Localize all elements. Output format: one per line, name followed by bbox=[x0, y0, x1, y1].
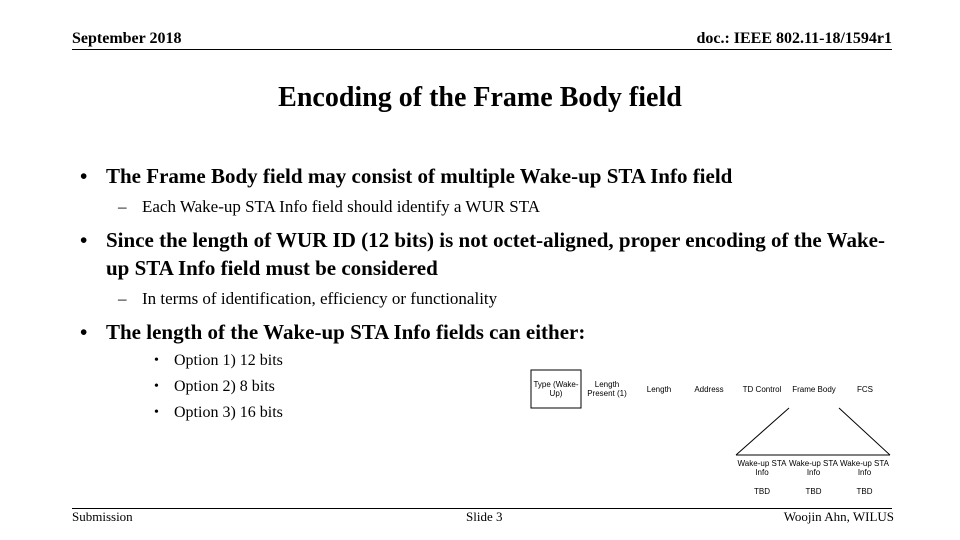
frame-field-type: Type (Wake-Up) bbox=[533, 380, 579, 398]
option-3-text: Option 3) 16 bits bbox=[174, 404, 283, 421]
option-1-text: Option 1) 12 bits bbox=[174, 352, 283, 369]
frame-field-length: Length bbox=[646, 384, 672, 394]
header-doc-id: doc.: IEEE 802.11-18/1594r1 bbox=[696, 30, 892, 47]
footer-author: Woojin Ahn, WILUS bbox=[783, 509, 894, 524]
bullet-1-text: The Frame Body field may consist of multiple Wake-up STA Info field bbox=[106, 164, 733, 188]
bullet-dot: • bbox=[80, 228, 88, 252]
expand-line-right bbox=[839, 408, 890, 455]
frame-field-length-present: Length Present (1) bbox=[587, 380, 627, 398]
bullet-dot: • bbox=[80, 320, 88, 344]
frame-field-address: Address bbox=[694, 384, 724, 394]
slide-title: Encoding of the Frame Body field bbox=[278, 82, 682, 113]
dash-marker: – bbox=[118, 197, 127, 216]
subfield-size-2: TBD bbox=[805, 486, 822, 496]
subfield-wakeup-sta-info-3: Wake-up STA Info bbox=[840, 459, 889, 477]
frame-field-td-control: TD Control bbox=[742, 384, 782, 394]
subfield-wakeup-sta-info-1: Wake-up STA Info bbox=[737, 459, 787, 477]
sub-bullet-1-text: Each Wake-up STA Info field should identify a WUR STA bbox=[142, 197, 541, 216]
bullet-2-text: Since the length of WUR ID (12 bits) is not octet-aligned, proper encoding of the Wake-up STA Info field must be considered bbox=[106, 228, 885, 280]
footer-slide-number: Slide 3 bbox=[466, 509, 503, 524]
sub-bullet-2-text: In terms of identification, efficiency or functionality bbox=[142, 289, 498, 308]
option-2-text: Option 2) 8 bits bbox=[174, 378, 275, 395]
subfield-size-1: TBD bbox=[754, 486, 770, 496]
bullet-dot: • bbox=[154, 405, 159, 420]
frame-field-frame-body: Frame Body bbox=[792, 384, 836, 394]
dash-marker: – bbox=[118, 289, 127, 308]
footer-submission: Submission bbox=[72, 509, 133, 524]
frame-field-fcs: FCS bbox=[857, 384, 873, 394]
bullet-3-text: The length of the Wake-up STA Info fields can either: bbox=[106, 320, 586, 344]
bullet-dot: • bbox=[154, 379, 159, 394]
expand-line-left bbox=[736, 408, 789, 455]
header-date: September 2018 bbox=[72, 30, 182, 47]
subfield-size-3: TBD bbox=[856, 486, 873, 496]
subfield-wakeup-sta-info-2: Wake-up STA Info bbox=[789, 459, 838, 477]
bullet-dot: • bbox=[154, 353, 159, 368]
bullet-dot: • bbox=[80, 164, 88, 188]
